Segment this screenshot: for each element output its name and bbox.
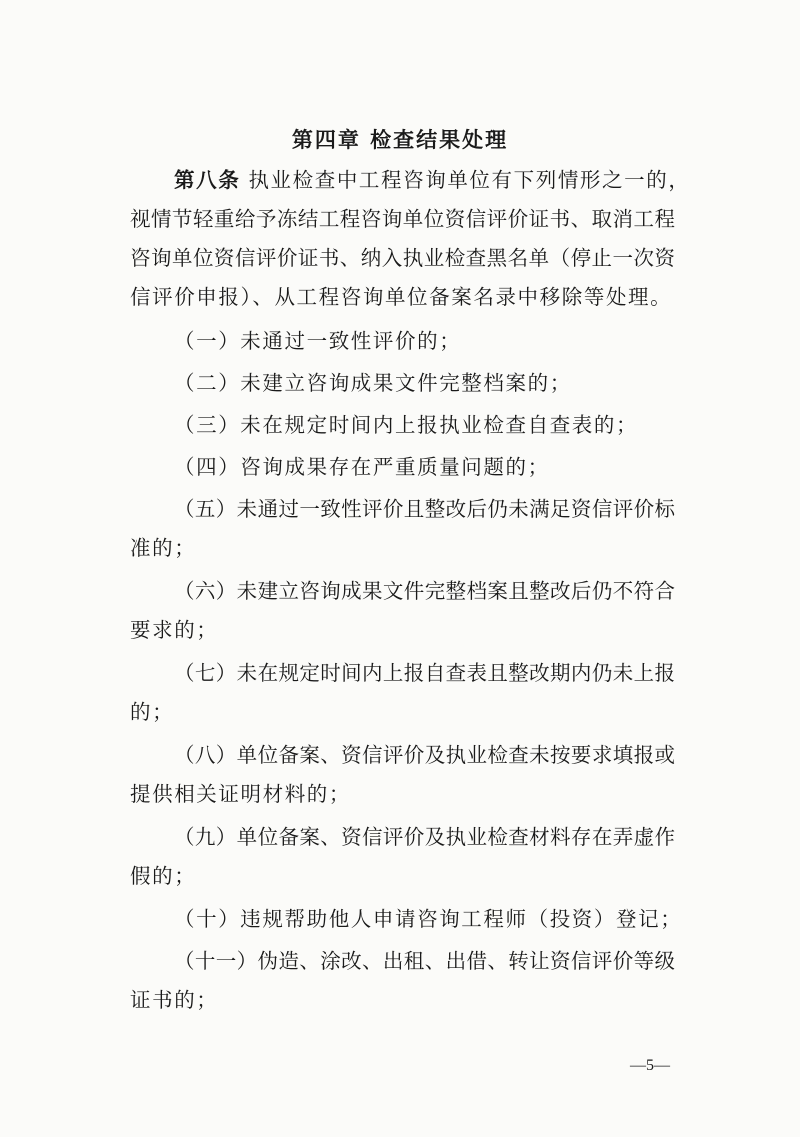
list-item-8-continuation: 提供相关证明材料的； [130, 782, 351, 806]
article-label: 第八条 [174, 168, 241, 192]
list-item-8: （八）单位备案、资信评价及执业检查未按要求填报或 [174, 743, 675, 767]
article-text-line-3: 咨询单位资信评价证书、纳入执业检查黑名单（停止一次资 [130, 246, 675, 270]
list-item-11: （十一）伪造、涂改、出租、出借、转让资信评价等级 [174, 949, 675, 973]
list-item-5: （五）未通过一致性评价且整改后仍未满足资信评价标 [174, 497, 675, 521]
list-item-6: （六）未建立咨询成果文件完整档案且整改后仍不符合 [174, 579, 675, 603]
list-item-7: （七）未在规定时间内上报自查表且整改期内仍未上报 [174, 661, 675, 685]
list-item-9: （九）单位备案、资信评价及执业检查材料存在弄虚作 [174, 825, 675, 849]
list-item-2: （二）未建立咨询成果文件完整档案的； [174, 371, 572, 395]
list-item-11-continuation: 证书的； [130, 988, 219, 1012]
article-first-line [174, 166, 691, 194]
list-item-10: （十）违规帮助他人申请咨询工程师（投资）登记； [174, 907, 683, 931]
page-number: —5— [630, 1057, 670, 1074]
list-item-6-continuation: 要求的； [130, 618, 219, 642]
article-text-line-4: 信评价申报）、从工程咨询单位备案名录中移除等处理。 [130, 285, 673, 309]
list-item-5-continuation: 准的； [130, 536, 197, 560]
list-item-1: （一）未通过一致性评价的； [174, 329, 462, 353]
list-item-7-continuation: 的； [130, 700, 175, 724]
article-text-line-1: 执业检查中工程咨询单位有下列情形之一的， [248, 168, 691, 192]
chapter-title: 第四章 检查结果处理 [291, 128, 509, 152]
list-item-3: （三）未在规定时间内上报执业检查自查表的； [174, 413, 639, 437]
list-item-9-continuation: 假的； [130, 864, 197, 888]
article-text-line-2: 视情节轻重给予冻结工程咨询单位资信评价证书、取消工程 [130, 207, 675, 231]
list-item-4: （四）咨询成果存在严重质量问题的； [174, 455, 550, 479]
